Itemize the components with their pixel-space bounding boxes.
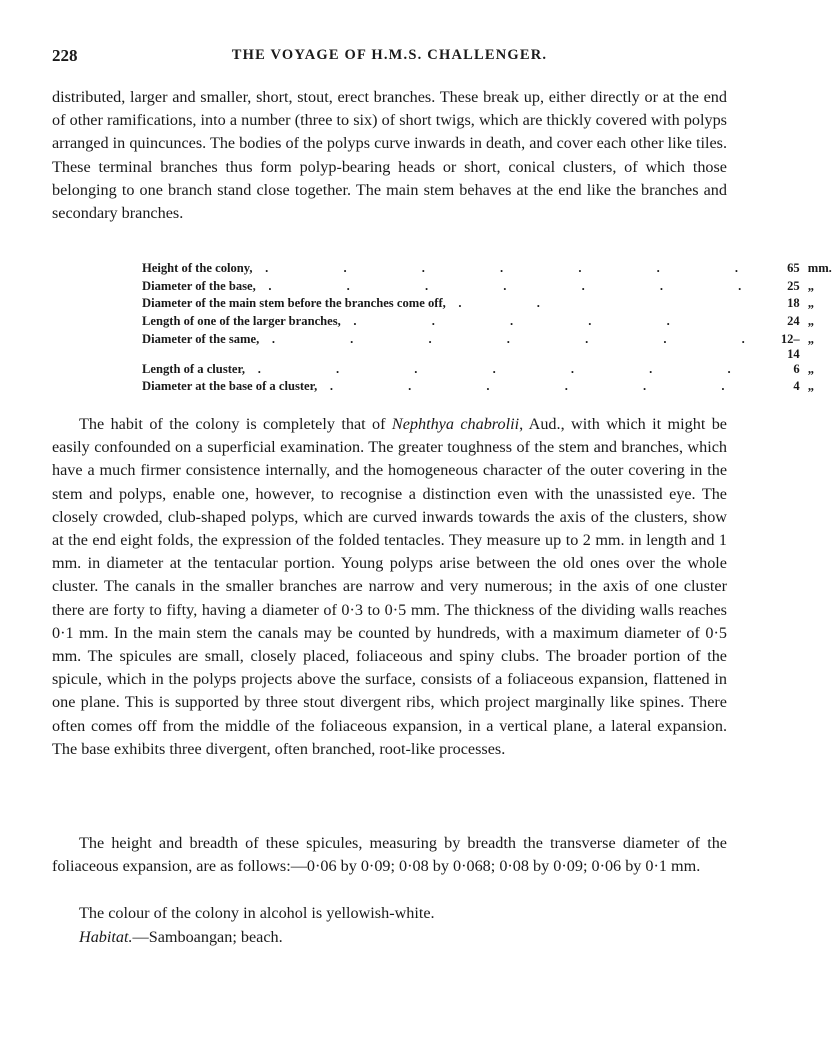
measurement-row bbox=[142, 332, 832, 362]
measurement-row bbox=[142, 362, 832, 380]
page-header bbox=[52, 46, 727, 68]
measurement-label: Height of the colony, bbox=[142, 261, 253, 275]
measurement-unit: „ bbox=[807, 278, 814, 293]
page-number: 228 bbox=[52, 46, 78, 65]
measurement-value: 6 bbox=[793, 361, 800, 376]
measurement-row bbox=[142, 279, 832, 297]
measurement-unit: „ bbox=[807, 314, 814, 329]
paragraph-habit-lead: The habit of the colony is completely that of bbox=[79, 415, 392, 433]
running-title: THE VOYAGE OF H.M.S. CHALLENGER. bbox=[231, 47, 548, 63]
measurement-unit: „ bbox=[807, 361, 814, 376]
paragraph-branches: distributed, larger and smaller, short, stout, erect branches. These break up, either directly or at the end of other ramifications, into a number (three to six) of short twigs, which are thickly covered with polyps arranged in quincunces. The bodies of the polyps curve inwards in death, and cover each other like tiles. These terminal branches thus form polyp-bearing heads or short, conical clusters, of which those belonging to one branch stand close together. The main stem behaves at the end like the branches and secondary branches. bbox=[52, 88, 727, 223]
measurement-row bbox=[142, 296, 832, 314]
leader-dots: . . . . . . . bbox=[265, 261, 775, 275]
measurement-value: 24 bbox=[787, 314, 800, 329]
measurement-label: Diameter at the base of a cluster, bbox=[142, 379, 318, 394]
measurement-row bbox=[142, 261, 832, 279]
measurement-label: Length of one of the larger branches, bbox=[142, 314, 341, 329]
paragraph-habit-rest: , Aud., with which it might be easily confounded on a superficial examination. The greater toughness of the stem and branches, which have a much firmer consistence internally, and the homogeneous character of the outer covering in the stem and polyps, enable one, however, to recognise a distinction even with the unassisted eye. The closely crowded, club-shaped polyps, which are curved inwards towards the axis of the clusters, show at the end eight folds, the expression of the folded tentacles. They measure up to 2 mm. in length and 1 mm. in diameter at the tentacular portion. Young polyps arise between the old ones over the whole cluster. The canals in the smaller branches are narrow and very numerous; in the axis of one cluster there are forty to fifty, having a diameter of 0·3 to 0·5 mm. The thickness of the dividing walls reaches 0·1 mm. In the main stem the canals may be counted by hundreds, with a maximum diameter of 0·5 mm. The spicules are small, closely placed, foliaceous and spiny clubs. The broader portion of the spicule, which in the polyps projects above the surface, consists of a foliaceous expansion, flattened in one plane. This is supported by three stout divergent ribs, which project marginally like spines. There often comes off from the middle of the foliaceous expansion, in a vertical plane, a lateral expansion. The base exhibits three divergent, often branched, root-like processes. bbox=[52, 415, 727, 758]
habitat-value: —Samboangan; beach. bbox=[132, 928, 283, 946]
leader-dots: . . . . . . . bbox=[257, 361, 767, 376]
habitat-line bbox=[52, 926, 727, 949]
measurement-label: Diameter of the base, bbox=[142, 278, 256, 293]
leader-dots: . . . . . . . bbox=[271, 331, 781, 346]
habitat-label: Habitat. bbox=[79, 928, 133, 946]
paragraph-spicule-dimensions: The height and breadth of these spicules, measuring by breadth the transverse diameter of the foliaceous expansion, are as follows:—0·06 by 0·09; 0·08 by 0·068; 0·08 by 0·09; 0·06 by 0·1 mm. bbox=[52, 834, 727, 876]
measurement-label: Diameter of the same, bbox=[142, 331, 260, 346]
measurement-row bbox=[142, 314, 832, 332]
measurement-unit: mm. bbox=[807, 261, 832, 275]
measurement-label: Length of a cluster, bbox=[142, 361, 246, 376]
measurement-label: Diameter of the main stem before the branches come off, bbox=[142, 296, 446, 311]
leader-dots: . . . . . . bbox=[329, 379, 761, 394]
measurement-value: 65 bbox=[787, 261, 800, 275]
measurement-value: 4 bbox=[793, 379, 800, 394]
leader-dots: . . . . . . . bbox=[268, 278, 778, 293]
paragraph-colour: The colour of the colony in alcohol is yellowish-white. bbox=[79, 904, 435, 922]
measurements-table bbox=[142, 261, 832, 397]
measurement-value: 12–14 bbox=[780, 331, 800, 361]
paragraph-habit bbox=[52, 413, 727, 761]
measurement-unit: „ bbox=[807, 331, 814, 346]
leader-dots: . . . . . bbox=[353, 314, 706, 329]
measurement-value: 25 bbox=[787, 278, 800, 293]
leader-dots: . . bbox=[458, 296, 576, 311]
species-name: Nephthya chabrolii bbox=[391, 415, 520, 433]
measurement-unit: „ bbox=[807, 296, 814, 311]
measurement-row bbox=[142, 379, 832, 397]
measurement-unit: „ bbox=[807, 379, 814, 394]
measurement-value: 18 bbox=[787, 296, 800, 311]
